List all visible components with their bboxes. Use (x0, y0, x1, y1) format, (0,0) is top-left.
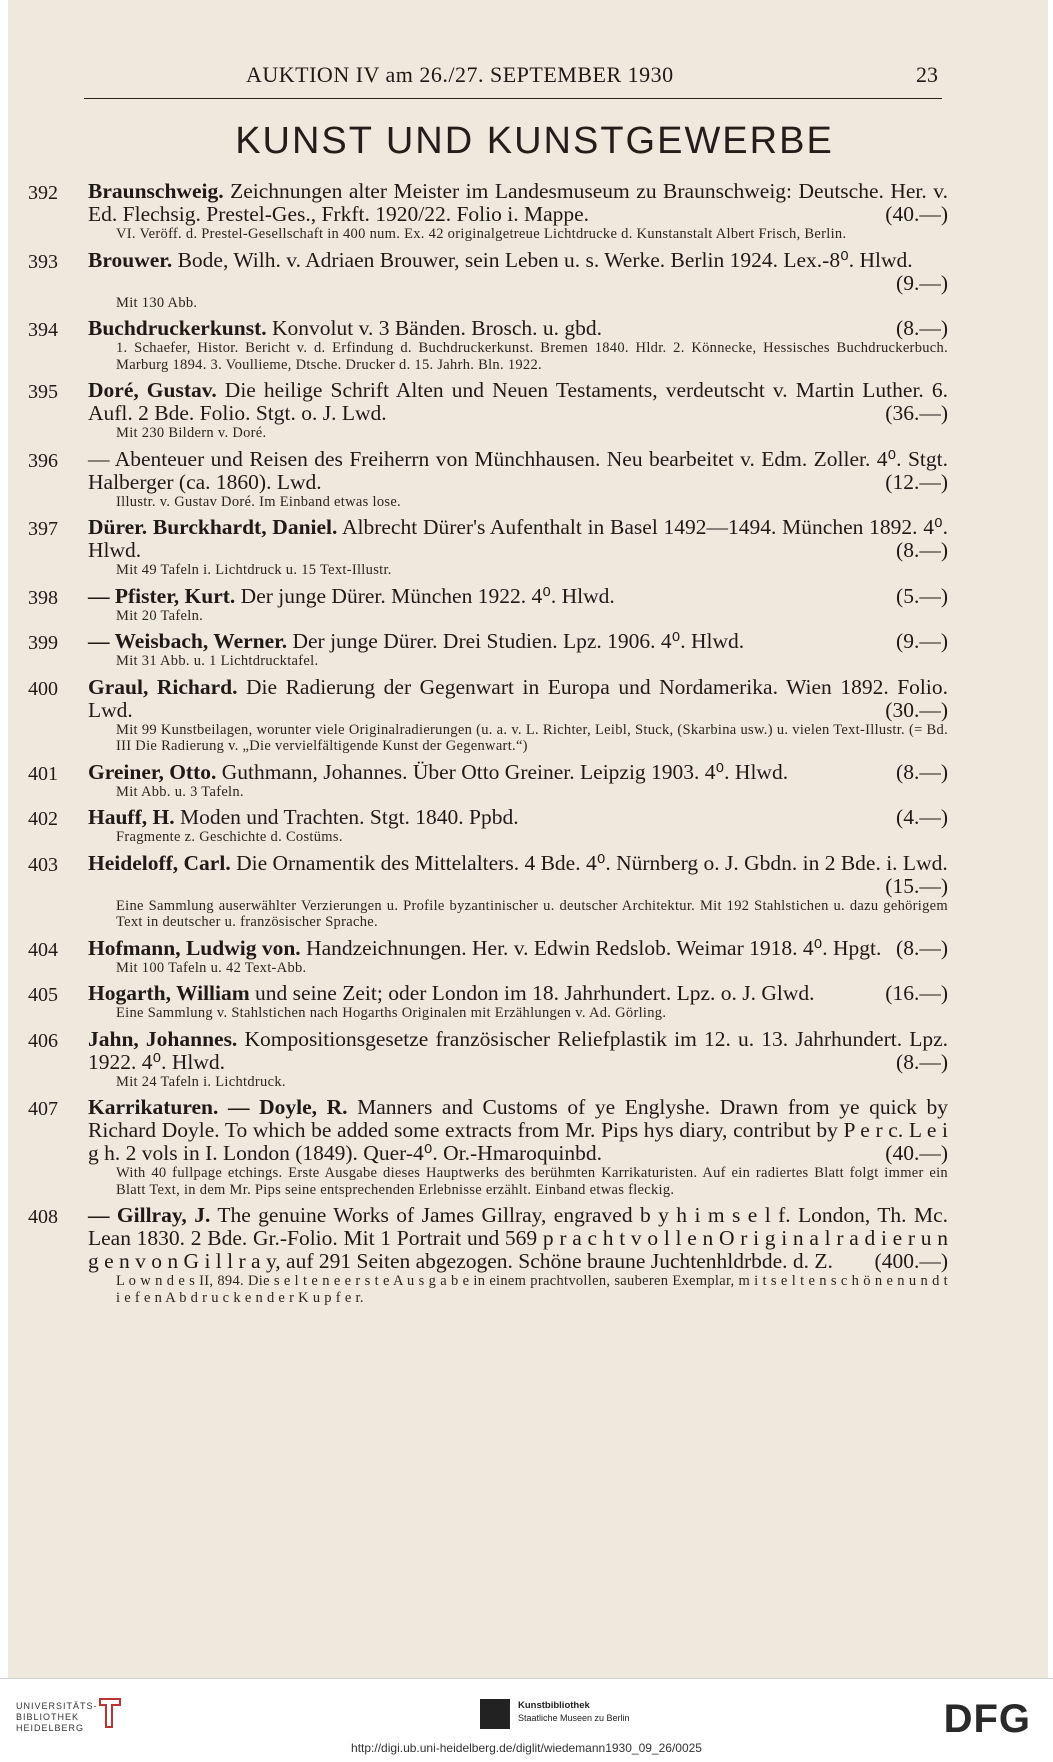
entry-text (88, 852, 948, 898)
entry-price: (12.—) (885, 469, 948, 494)
entry-description: Bode, Wilh. v. Adriaen Brouwer, sein Leben u. s. Werke. Berlin 1924. Lex.-8⁰. Hlwd. (177, 247, 913, 272)
entry-author: Jahn, Johannes. (88, 1026, 238, 1051)
catalogue-entry (28, 516, 948, 579)
entry-price: (9.—) (896, 629, 948, 653)
entry-price: (8.—) (896, 935, 948, 960)
entry-note: Mit Abb. u. 3 Tafeln. (116, 783, 244, 800)
lot-number: 403 (28, 853, 58, 876)
lot-number: 399 (28, 632, 58, 654)
entry-description: Der junge Dürer. Drei Studien. Lpz. 1906. 4⁰. Hlwd. (292, 629, 745, 653)
kunstbibliothek-label (518, 1699, 630, 1724)
entry-text (88, 630, 948, 653)
catalogue-entry (28, 1028, 948, 1091)
entry-note: Mit 31 Abb. u. 1 Lichtdrucktafel. (116, 653, 319, 669)
catalogue-entry (28, 379, 948, 442)
catalogue-entry (28, 249, 948, 312)
entry-description: Handzeichnungen. Her. v. Edwin Redslob. Weimar 1918. 4⁰. Hpgt. (306, 935, 882, 960)
entry-author: Doré, Gustav. (88, 378, 217, 402)
entry-text (88, 982, 948, 1005)
lot-number: 404 (28, 938, 58, 961)
entry-note: Illustr. v. Gustav Doré. Im Einband etwas lose. (116, 493, 401, 510)
entry-author: Heideloff, Carl. (88, 850, 231, 875)
entry-text (88, 180, 948, 226)
kunstbibliothek-logo-icon (480, 1699, 510, 1729)
lot-number: 398 (28, 586, 58, 609)
entry-text (88, 761, 948, 784)
entry-author: — Weisbach, Werner. (88, 629, 288, 653)
section-title: KUNST UND KUNSTGEWERBE (235, 120, 834, 162)
entry-description: Der junge Dürer. München 1922. 4⁰. Hlwd. (240, 583, 615, 608)
entry-price: (9.—) (896, 270, 948, 295)
entry-note: 1. Schaefer, Histor. Bericht v. d. Erfindung d. Buchdruckerkunst. Bremen 1840. Hldr. 2. Könnecke, Hessisches Buchdruckerbuch. Marburg 1894. 3. Voullieme, Dtsche. Drucker d. 15. Jahrh. Bln. 1922. (116, 340, 948, 373)
entry-author: — Gillray, J. (88, 1203, 211, 1227)
entry-author: Hogarth, William (88, 981, 250, 1005)
entry-price: (8.—) (896, 759, 948, 784)
entry-description: Zeichnungen alter Meister im Landesmuseum zu Braunschweig: Deutsche. Her. v. Ed. Flechsig. Prestel-Ges., Frkft. 1920/22. Folio i. Mappe. (88, 179, 949, 226)
lot-number: 395 (28, 381, 58, 403)
entry-note: With 40 fullpage etchings. Erste Ausgabe dieses Hauptwerks des berühmten Karrikaturisten. Auf ein radiertes Blatt folgt immer ein Blatt Text, in dem Mr. Pips seine entsprechenden Erlebnisse erzählt. Einband etwas fleckig. (116, 1165, 948, 1198)
entry-price: (30.—) (885, 697, 948, 722)
entry-price: (36.—) (885, 401, 948, 425)
entry-text (88, 937, 948, 960)
entry-author: Buchdruckerkunst. (88, 316, 267, 340)
university-line: HEIDELBERG (16, 1723, 85, 1733)
page-number: 23 (916, 62, 938, 87)
catalogue-entries (28, 180, 948, 1312)
entry-text (88, 516, 948, 562)
entry-note: Fragmente z. Geschichte d. Costüms. (116, 829, 343, 845)
footer-bar (0, 1678, 1053, 1762)
entry-author: Greiner, Otto. (88, 759, 217, 784)
running-header (84, 58, 942, 99)
entry-note: Mit 130 Abb. (116, 294, 198, 311)
entry-price: (8.—) (896, 1049, 948, 1074)
entry-note: L o w n d e s II, 894. Die s e l t e n e e r s t e A u s g a b e in einem prachtvollen, sauberen Exemplar, m i t s e l t e n s c h ö n e n u n d t i e f e n A b d r u c k e n d e r K u p f e r. (116, 1273, 948, 1306)
catalogue-entry (28, 585, 948, 625)
entry-text (88, 249, 948, 295)
lot-number: 400 (28, 677, 58, 700)
entry-description: Albrecht Dürer's Aufenthalt in Basel 1492—1494. München 1892. 4⁰. Hlwd. (88, 515, 948, 562)
lot-number: 407 (28, 1098, 58, 1120)
entry-description: Die Ornamentik des Mittelalters. 4 Bde. 4⁰. Nürnberg o. J. Gbdn. in 2 Bde. i. Lwd. (236, 850, 948, 875)
entry-author: — Pfister, Kurt. (88, 583, 236, 608)
entry-text (88, 448, 948, 494)
entry-author: Dürer. Burckhardt, Daniel. (88, 515, 338, 539)
entry-price: (4.—) (896, 805, 948, 829)
entry-author: Braunschweig. (88, 179, 224, 203)
lot-number: 397 (28, 518, 58, 540)
university-logo-icon (96, 1695, 124, 1731)
entry-author: Graul, Richard. (88, 674, 238, 699)
entry-description: Manners and Customs of ye Englyshe. Drawn from ye quick by Richard Doyle. To which be added some extracts from Mr. Pips hys diary, contribut by P e r c. L e i g h. 2 vols in I. London (1849). Quer-4⁰. Or.-Hmaroquinbd. (88, 1095, 948, 1165)
entry-note: VI. Veröff. d. Prestel-Gesellschaft in 400 num. Ex. 42 originalgetreue Lichtdrucke d. Kunstanstalt Albert Frisch, Berlin. (116, 226, 847, 242)
lot-number: 392 (28, 182, 58, 204)
entry-price: (40.—) (885, 202, 948, 226)
entry-price: (15.—) (885, 873, 948, 898)
dfg-logo: DFG (943, 1697, 1031, 1741)
university-line: UNIVERSITÄTS- (16, 1701, 98, 1711)
entry-description: The genuine Works of James Gillray, engraved b y h i m s e l f. London, Th. Mc. Lean 1830. 2 Bde. Gr.-Folio. Mit 1 Portrait und 569 p r a c h t v o l l e n O r i g i n a l r a d i e r u n g e n v o n G i l l r a y, auf 291 Seiten abgezogen. Schöne braune Juchtenhldrbde. d. Z. (88, 1203, 948, 1273)
catalogue-entry (28, 1204, 948, 1306)
university-line: BIBLIOTHEK (16, 1712, 80, 1722)
entry-note: Mit 230 Bildern v. Doré. (116, 425, 267, 441)
entry-description: Konvolut v. 3 Bänden. Brosch. u. gbd. (272, 316, 603, 340)
entry-text (88, 676, 948, 722)
catalogue-entry (28, 1096, 948, 1198)
entry-text (88, 806, 948, 829)
catalogue-entry (28, 806, 948, 846)
catalogue-entry (28, 676, 948, 755)
lot-number: 401 (28, 762, 58, 785)
entry-price: (40.—) (885, 1141, 948, 1165)
lot-number: 393 (28, 250, 58, 273)
header-title: AUKTION IV am 26./27. SEPTEMBER 1930 (246, 62, 674, 87)
lot-number: 405 (28, 984, 58, 1006)
entry-price: (16.—) (885, 981, 948, 1005)
entry-author: Hofmann, Ludwig von. (88, 935, 301, 960)
catalogue-entry (28, 180, 948, 243)
scanned-page (8, 0, 1048, 1678)
entry-price: (8.—) (896, 316, 948, 340)
permalink-url[interactable]: http://digi.ub.uni-heidelberg.de/diglit/wiedemann1930_09_26/0025 (351, 1741, 702, 1755)
entry-price: (400.—) (874, 1249, 948, 1273)
entry-text (88, 379, 948, 425)
entry-note: Mit 100 Tafeln u. 42 Text-Abb. (116, 959, 307, 976)
entry-author: Karrikaturen. — Doyle, R. (88, 1095, 348, 1119)
catalogue-entry (28, 630, 948, 670)
catalogue-entry (28, 448, 948, 511)
entry-text (88, 317, 948, 340)
entry-description: und seine Zeit; oder London im 18. Jahrhundert. Lpz. o. J. Glwd. (255, 981, 815, 1005)
entry-description: Guthmann, Johannes. Über Otto Greiner. Leipzig 1903. 4⁰. Hlwd. (221, 759, 789, 784)
catalogue-entry (28, 317, 948, 373)
entry-note: Eine Sammlung v. Stahlstichen nach Hogarths Originalen mit Erzählungen v. Ad. Görling. (116, 1005, 667, 1021)
catalogue-entry (28, 761, 948, 801)
entry-text (88, 1204, 948, 1273)
kunstbibliothek-subtitle: Staatliche Museen zu Berlin (518, 1713, 630, 1723)
entry-description: Die Radierung der Gegenwart in Europa und Nordamerika. Wien 1892. Folio. Lwd. (88, 674, 949, 722)
entry-description: — Abenteuer und Reisen des Freiherrn von Münchhausen. Neu bearbeitet v. Edm. Zoller. 4⁰. Stgt. Halberger (ca. 1860). Lwd. (88, 446, 948, 494)
lot-number: 408 (28, 1206, 58, 1228)
entry-price: (5.—) (896, 583, 948, 608)
catalogue-entry (28, 937, 948, 977)
entry-text (88, 1096, 948, 1165)
lot-number: 394 (28, 319, 58, 341)
entry-text (88, 1028, 948, 1074)
entry-description: Moden und Trachten. Stgt. 1840. Ppbd. (179, 805, 519, 829)
lot-number: 396 (28, 449, 58, 472)
catalogue-entry (28, 852, 948, 931)
lot-number: 406 (28, 1029, 58, 1052)
university-library-label (16, 1701, 98, 1734)
entry-note: Mit 24 Tafeln i. Lichtdruck. (116, 1073, 286, 1090)
lot-number: 402 (28, 808, 58, 830)
entry-note: Eine Sammlung auserwählter Verzierungen u. Profile byzantinischer u. deutscher Architektur. Mit 192 Stahlstichen u. dazu gehörigem Text in deutscher u. französischer Sprache. (116, 897, 948, 930)
catalogue-entry (28, 982, 948, 1022)
entry-author: Brouwer. (88, 247, 173, 272)
entry-text (88, 585, 948, 608)
entry-note: Mit 20 Tafeln. (116, 607, 204, 624)
entry-price: (8.—) (896, 538, 948, 562)
entry-author: Hauff, H. (88, 805, 175, 829)
entry-description: Kompositionsgesetze französischer Reliefplastik im 12. u. 13. Jahrhundert. Lpz. 1922. 4⁰. Hlwd. (88, 1026, 948, 1074)
entry-note: Mit 99 Kunstbeilagen, worunter viele Originalradierungen (u. a. v. L. Richter, Leibl, Stuck, (Skarbina usw.) u. vielen Text-Illustr. (= Bd. III Die Radierung v. „Die vervielfältigende Kunst der Gegenwart.“) (116, 721, 948, 754)
entry-description: Die heilige Schrift Alten und Neuen Testaments, verdeutscht v. Martin Luther. 6. Aufl. 2 Bde. Folio. Stgt. o. J. Lwd. (88, 378, 948, 425)
kunstbibliothek-title: Kunstbibliothek (518, 1700, 590, 1711)
entry-note: Mit 49 Tafeln i. Lichtdruck u. 15 Text-Illustr. (116, 562, 392, 578)
